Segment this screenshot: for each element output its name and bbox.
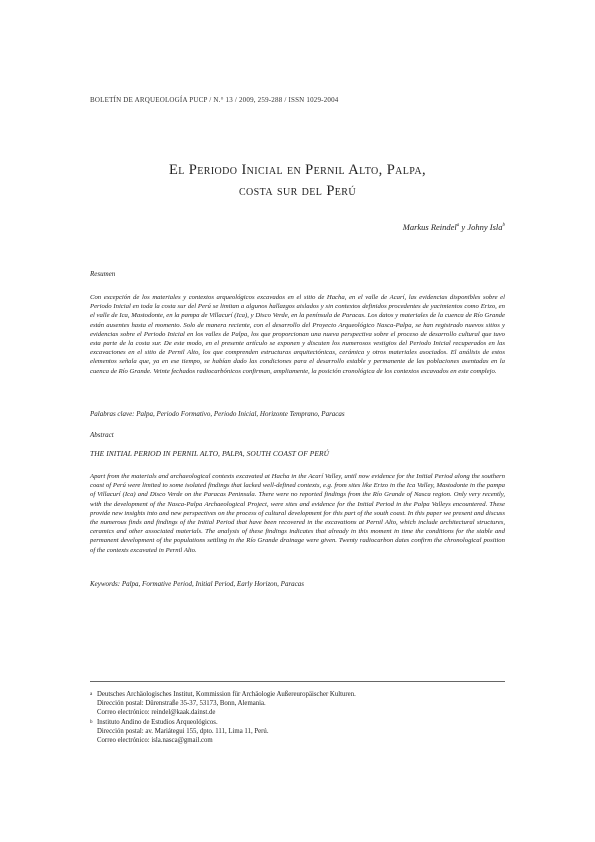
title-line-2: costa sur del Perú bbox=[238, 183, 356, 199]
author-isla-mark: b bbox=[502, 223, 505, 229]
author-list bbox=[403, 222, 505, 232]
abstract-keywords: Keywords: Palpa, Formative Period, Initial Period, Early Horizon, Paracas bbox=[90, 580, 304, 588]
footnote-b-mark: b bbox=[90, 719, 93, 725]
footnote-b bbox=[90, 718, 505, 746]
author-isla: Johny Isla bbox=[467, 222, 503, 232]
resumen-keywords: Palabras clave: Palpa, Periodo Formativo, Periodo Inicial, Horizonte Temprano, Paracas bbox=[90, 410, 345, 418]
article-title bbox=[90, 160, 505, 202]
footnote-b-line: Instituto Andino de Estudios Arqueológicos. bbox=[97, 718, 218, 726]
footnote-a bbox=[90, 690, 505, 718]
abstract-label: Abstract bbox=[90, 431, 114, 439]
footnote-divider bbox=[90, 681, 505, 682]
author-connector: y bbox=[459, 222, 468, 232]
author-reindel: Markus Reindel bbox=[402, 222, 457, 232]
abstract-text: Apart from the materials and archaeological contexts excavated at Hacha in the Acarí Valley, until now evidence for the Initial Period along the southern coast of Perú were limited to some isolated findings that lacked well-defined contexts, e.g. from sites like Erizo in the Ica Valley, Mastodonte in the pampa of Villacurí (Ica) and Disco Verde on the Paracas Peninsula. There were no reported findings from the Río Grande of Nasca region. Only very recently, with the development of the Nasca-Palpa Archaeological Project, were sites and evidence for the Initial Period in the Palpa Valleys encountered. These provide new insights into and new perspectives on the process of cultural development for this part of the south coast. In this paper we present and discuss the numerous finds and findings of the Initial Period that have been recovered in the excavations at Pernil Alto, which include architectural structures, ceramics and other associated materials. The analysis of these findings indicates that already in this moment in time the conditions for the stable and permanent development of the populations settling in the Río Grande drainage were given. Twenty radiocarbon dates confirm the chronological position of the contexts excavated in Pernil Alto. bbox=[90, 473, 505, 554]
author-reindel-mark: a bbox=[456, 223, 460, 229]
footnotes bbox=[90, 690, 505, 745]
footnote-a-line: Correo electrónico: reindel@kaak.dainst.de bbox=[97, 709, 216, 717]
title-line-1: El Periodo Inicial en Pernil Alto, Palpa, bbox=[168, 162, 427, 178]
footnote-a-line: Dirección postal: Dürenstraße 35-37, 53173, Bonn, Alemania. bbox=[97, 700, 266, 708]
resumen-text: Con excepción de los materiales y contextos arqueológicos excavados en el sitio de Hacha, en el valle de Acarí, las evidencias disponibles sobre el Periodo Inicial en toda la costa sur del Perú se limitan a algunos hallazgos aislados y sin contextos definidos procedentes de yacimientos como Erizo, en el valle de Ica, Mastodonte, en la pampa de Villacurí (Ica), y Disco Verde, en la península de Paracas. Los datos y materiales de la cuenca de Río Grande están ausentes hasta el momento. Solo de manera reciente, con el desarrollo del Proyecto Arqueológico Nasca-Palpa, se han registrado nuevos sitios y evidencias sobre el Periodo Inicial en los valles de Palpa, los que proporcionan una nueva perspectiva sobre el proceso de desarrollo cultural que tuvo esta parte de la costa sur. De este modo, en el presente artículo se exponen y discuten los numerosos vestigios del Periodo Inicial recuperados en las excavaciones en el sitio de Pernil Alto, los que comprenden estructuras arquitectónicas, cerámica y otros materiales asociados. El análisis de estos elementos señala que, ya en ese tiempo, se habían dado las condiciones para el desarrollo estable y permanente de las poblaciones asentadas en la cuenca de Río Grande. Veinte fechados radiocarbónicos confirman, ampliamente, la posición cronológica de los contextos excavados en este complejo. bbox=[90, 294, 505, 375]
journal-header: BOLETÍN DE ARQUEOLOGÍA PUCP / N.° 13 / 2009, 259-288 / ISSN 1029-2004 bbox=[90, 96, 339, 104]
resumen-label: Resumen bbox=[90, 270, 116, 278]
abstract-title: THE INITIAL PERIOD IN PERNIL ALTO, PALPA, SOUTH COAST OF PERÚ bbox=[90, 449, 330, 458]
footnote-a-mark: a bbox=[90, 692, 93, 697]
footnote-a-line: Deutsches Archäologisches Institut, Kommission für Archäologie Außereuropäischer Kulturen. bbox=[97, 691, 356, 698]
footnote-b-line: Correo electrónico: isla.nasca@gmail.com bbox=[97, 737, 213, 745]
footnote-b-line: Dirección postal: av. Mariátegui 155, dpto. 111, Lima 11, Perú. bbox=[97, 727, 269, 735]
